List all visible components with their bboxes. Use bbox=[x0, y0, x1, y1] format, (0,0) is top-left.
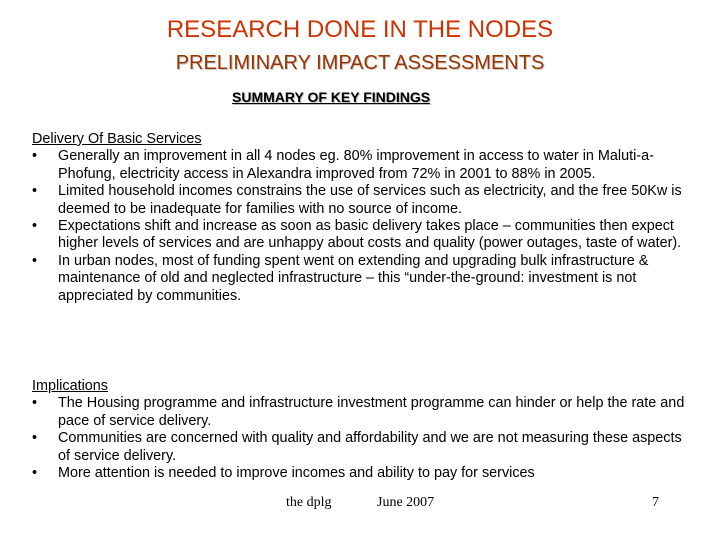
bullet-icon: • bbox=[32, 148, 38, 165]
list-item bbox=[32, 253, 692, 305]
list-item bbox=[32, 465, 692, 482]
list-item-text: In urban nodes, most of funding spent went on extending and upgrading bulk infrastructure & maintenance of old and neglected infrastructure – this “under-the-ground: investment is not appreciated by communities. bbox=[58, 252, 649, 304]
list-item bbox=[32, 430, 692, 465]
bullet-icon: • bbox=[32, 218, 38, 235]
list-item bbox=[32, 148, 692, 183]
delivery-section bbox=[32, 131, 692, 305]
bullet-icon: • bbox=[32, 465, 38, 482]
slide-title: RESEARCH DONE IN THE NODES bbox=[166, 16, 554, 43]
bullet-icon: • bbox=[32, 183, 38, 200]
list-item-text: More attention is needed to improve incomes and ability to pay for services bbox=[58, 465, 535, 482]
footer-date: June 2007 bbox=[377, 495, 435, 510]
list-item bbox=[32, 218, 692, 253]
list-item-text: The Housing programme and infrastructure investment programme can hinder or help the rate and pace of service delivery. bbox=[58, 395, 685, 429]
list-item-text: Expectations shift and increase as soon as basic delivery takes place – communities then expect higher levels of services and are unhappy about costs and quality (power outages, taste of water). bbox=[58, 218, 682, 252]
bullet-icon: • bbox=[32, 395, 38, 412]
delivery-list bbox=[32, 148, 692, 305]
footer-org: the dplg bbox=[286, 495, 332, 510]
delivery-heading: Delivery Of Basic Services bbox=[32, 131, 202, 147]
implications-section bbox=[32, 378, 692, 482]
list-item-text: Limited household incomes constrains the use of services such as electricity, and the free 50Kw is deemed to be inadequate for families with no source of income. bbox=[58, 183, 682, 217]
list-item-text: Communities are concerned with quality and affordability and we are not measuring these aspects of service delivery. bbox=[58, 430, 682, 464]
bullet-icon: • bbox=[32, 430, 38, 447]
list-item bbox=[32, 395, 692, 430]
implications-heading: Implications bbox=[32, 378, 108, 394]
slide-subtitle: PRELIMINARY IMPACT ASSESSMENTS bbox=[175, 52, 545, 74]
page-number: 7 bbox=[652, 495, 659, 510]
summary-heading: SUMMARY OF KEY FINDINGS bbox=[232, 89, 431, 105]
list-item-text: Generally an improvement in all 4 nodes eg. 80% improvement in access to water in Maluti-a-Phofung, electricity access in Alexandra improved from 72% in 2001 to 88% in 2005. bbox=[58, 148, 654, 182]
bullet-icon: • bbox=[32, 252, 38, 269]
implications-list bbox=[32, 395, 692, 482]
list-item bbox=[32, 183, 692, 218]
